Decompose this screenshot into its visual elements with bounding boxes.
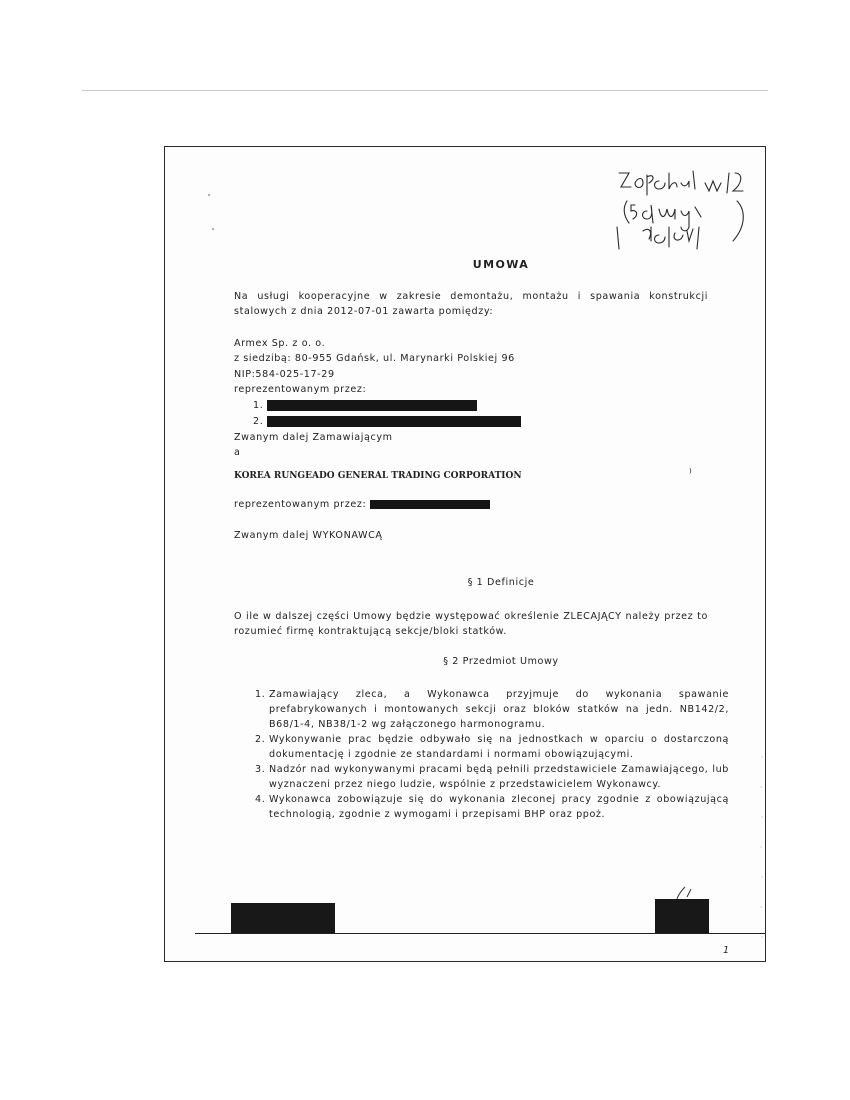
list-item: 1. Zamawiający zleca, a Wykonawca przyjmuje do wykonania spawanie prefabrykowanych i montowanych sekcji oraz bloków statków na jedn. NB142/2, B68/1-4, NB38/1-2 wg załączonego harmonogramu. [269, 687, 729, 732]
redaction-bar [267, 416, 521, 427]
handwritten-annotation [611, 161, 761, 261]
scan-specks [205, 191, 219, 231]
stray-mark: ⁾ [689, 466, 693, 479]
contract-intro: Na usługi kooperacyjne w zakresie demontażu, montażu i spawania konstrukcji stalowych z dnia 2012-07-01 zawarta pomiędzy: [234, 291, 708, 317]
redaction-bar [267, 400, 477, 411]
section2-heading: § 2 Przedmiot Umowy [443, 656, 559, 667]
signature-redaction-left [231, 903, 335, 933]
list-item: 3. Nadzór nad wykonywanymi pracami będą pełnili przedstawiciele Zamawiającego, lub wyznaczeni przez niego ludzie, wspólnie z przedstawicielem Wykonawcy. [269, 762, 729, 792]
signature-redaction-right [655, 899, 709, 933]
party1-nip: NIP:584-025-17-29 [234, 369, 335, 380]
party2-represented [234, 497, 490, 512]
contract-title: UMOWA [472, 258, 530, 271]
party1-address: z siedzibą: 80-955 Gdańsk, ul. Marynarki Polskiej 96 [234, 353, 515, 364]
conjunction-and: a [234, 447, 241, 458]
signature-line [195, 933, 765, 934]
list-item: 4. Wykonawca zobowiązuje się do wykonania zleconej pracy zgodnie z obowiązującą technologią, zgodnie z wymogami i przepisami BHP oraz ppoż. [269, 792, 729, 822]
section2-list [249, 687, 729, 822]
party2-name: KOREA RUNGEADO GENERAL TRADING CORPORATION [234, 471, 522, 481]
representative-1 [253, 398, 477, 413]
representative-2 [253, 414, 521, 429]
list-item: 2. Wykonywanie prac będzie odbywało się na jednostkach w oparciu o dostarczoną dokumentację i zgodnie ze standardami i normami obowiązującymi. [269, 732, 729, 762]
signature-scribble [673, 885, 697, 901]
section1-heading: § 1 Definicje [467, 577, 535, 588]
scanned-contract-page [164, 146, 766, 962]
representative-1-number: 1. [253, 400, 264, 411]
party1-represented-label: reprezentowanym przez: [234, 384, 367, 395]
scan-edge-noise [759, 747, 765, 947]
section1-text: O ile w dalszej części Umowy będzie występować określenie ZLECAJĄCY należy przez to rozumieć firmę kontraktującą sekcje/bloki statków. [234, 611, 708, 637]
redaction-bar [370, 500, 490, 509]
party2-represented-label: reprezentowanym przez: [234, 499, 367, 510]
party2-called: Zwanym dalej WYKONAWCĄ [234, 530, 383, 541]
representative-2-number: 2. [253, 416, 264, 427]
page-number: 1 [723, 945, 730, 956]
top-divider [82, 90, 768, 91]
party1-called: Zwanym dalej Zamawiającym [234, 432, 393, 443]
party1-name: Armex Sp. z o. o. [234, 338, 326, 349]
